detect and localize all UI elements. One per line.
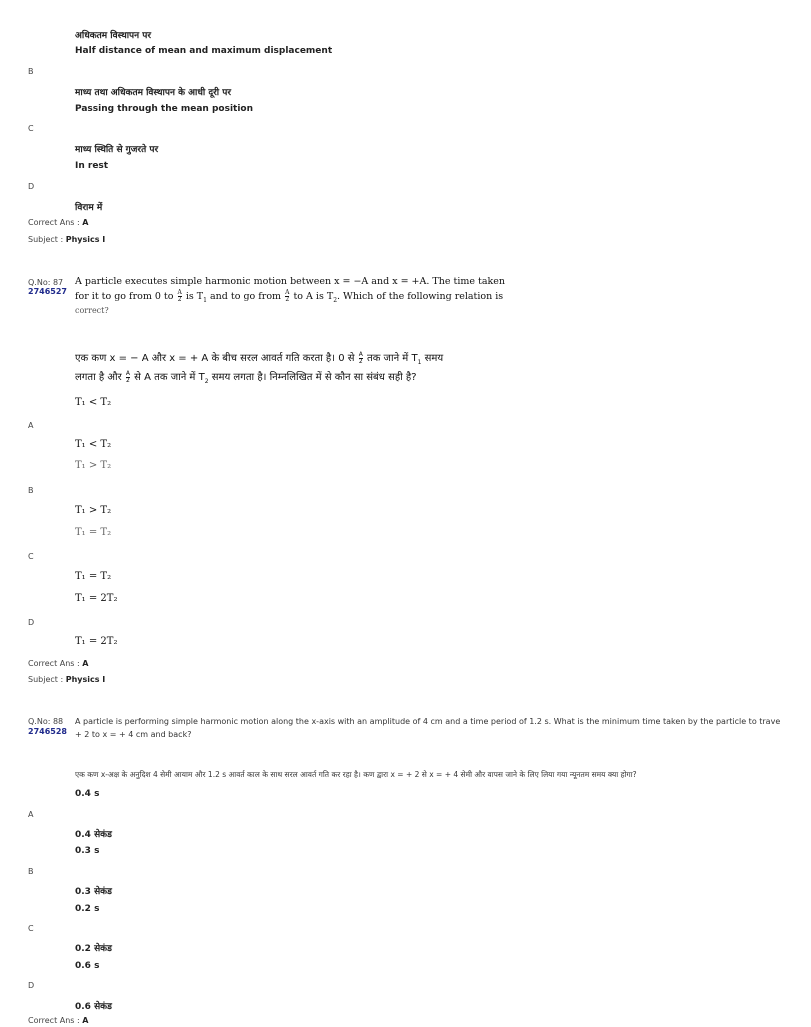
option-letter-a: A — [28, 810, 34, 819]
option-b-hindi: T₁ > T₂ — [75, 505, 112, 516]
prev-option-c-hindi: माध्य स्थिति से गुजरते पर — [75, 145, 159, 155]
correct-answer-label: Correct Ans : — [28, 218, 80, 227]
question-text-hindi-line1: एक कण x = − A और x = + A के बीच सरल आवर्त गति करता है। 0 से $\frac{A}{2}$ तक जाने में $T_1$ समय — [75, 350, 444, 366]
subject-label: Subject : — [28, 675, 64, 684]
question-text-hindi: एक कण x-अक्ष के अनुदिश 4 सेमी आयाम और 1.2 s आवर्त काल के साथ सरल आवर्त गति कर रहा है। कण द्वारा x = + 2 से x = + 4 सेमी और वापस जाने के लिए लिया गया न्यूनतम समय क्या होगा? — [75, 770, 637, 779]
subject — [28, 675, 105, 684]
option-a-english: T₁ < T₂ — [75, 397, 112, 408]
option-letter-b: B — [28, 486, 34, 495]
prev-option-d-hindi: विराम में — [75, 203, 103, 213]
option-letter-d: D — [28, 618, 35, 627]
option-c-english: T₁ = T₂ — [75, 527, 112, 538]
question-text-hindi-line2: लगता है और $\frac{A}{2}$ से A तक जाने में $T_2$ समय लगता है। निम्नलिखित में से कौन सा संबंध सही है? — [75, 369, 417, 385]
fraction-a-over-2: $\frac{A}{2}$ — [285, 289, 290, 303]
question-number: Q.No: 87 — [28, 278, 64, 287]
option-letter-d: D — [28, 981, 35, 990]
option-letter-c: C — [28, 552, 34, 561]
option-b-hindi: 0.3 सेकंड — [75, 887, 112, 897]
option-d-hindi: 0.6 सेकंड — [75, 1002, 112, 1012]
prev-correct-answer — [28, 218, 88, 227]
correct-answer — [28, 659, 88, 668]
prev-subject — [28, 235, 105, 244]
option-d-english: 0.6 s — [75, 961, 100, 971]
option-c-hindi: T₁ = T₂ — [75, 571, 112, 582]
question-text-english-line1: A particle is performing simple harmonic motion along the x-axis with an amplitude of 4 cm and a time period of 1.2 s. What is the minimum time taken by the particle to trave — [75, 717, 781, 726]
fraction-a-over-2: $\frac{A}{2}$ — [358, 350, 363, 365]
prev-option-d-english: In rest — [75, 161, 109, 171]
prev-option-c-english: Passing through the mean position — [75, 104, 254, 114]
question-text-english-line1: A particle executes simple harmonic motion between x = −A and x = +A. The time taken — [75, 276, 505, 287]
question-text-english-line2: + 2 to x = + 4 cm and back? — [75, 730, 192, 739]
option-c-hindi: 0.2 सेकंड — [75, 944, 112, 954]
option-a-english: 0.4 s — [75, 789, 100, 799]
subject-value: Physics I — [65, 675, 106, 684]
option-d-hindi: T₁ = 2T₂ — [75, 636, 118, 647]
prev-option-a-hindi: अधिकतम विस्थापन पर — [75, 31, 152, 41]
option-a-hindi: T₁ < T₂ — [75, 439, 112, 450]
prev-option-b-english: Half distance of mean and maximum displacement — [75, 46, 333, 56]
prev-option-b-hindi: माध्य तथा अधिकतम विस्थापन के आधी दूरी पर — [75, 88, 232, 98]
option-d-english: T₁ = 2T₂ — [75, 593, 118, 604]
option-letter-a: A — [28, 421, 34, 430]
correct-answer-value: A — [82, 218, 89, 227]
option-b-english: 0.3 s — [75, 846, 100, 856]
question-id: 2746528 — [28, 727, 67, 736]
correct-answer-label: Correct Ans : — [28, 1016, 80, 1025]
fraction-a-over-2: $\frac{A}{2}$ — [177, 289, 182, 303]
question-number: Q.No: 88 — [28, 717, 64, 726]
question-text-english-line3: correct? — [75, 306, 109, 315]
subject-label: Subject : — [28, 235, 64, 244]
subject-value: Physics I — [65, 235, 106, 244]
correct-answer — [28, 1016, 88, 1025]
correct-answer-value: A — [82, 1016, 89, 1025]
prev-option-letter-b: B — [28, 67, 34, 76]
option-letter-b: B — [28, 867, 34, 876]
question-text-english-line2: for it to go from 0 to $\frac{A}{2}$ is $T_1$ and to go from $\frac{A}{2}$ to A is $T_2$. Which of the following relation is — [75, 289, 504, 304]
fraction-a-over-2: $\frac{A}{2}$ — [125, 369, 130, 384]
prev-option-letter-c: C — [28, 124, 34, 133]
prev-option-letter-d: D — [28, 182, 35, 191]
option-a-hindi: 0.4 सेकंड — [75, 830, 112, 840]
option-c-english: 0.2 s — [75, 904, 100, 914]
correct-answer-value: A — [82, 659, 89, 668]
correct-answer-label: Correct Ans : — [28, 659, 80, 668]
option-letter-c: C — [28, 924, 34, 933]
question-id: 2746527 — [28, 287, 67, 296]
option-b-english: T₁ > T₂ — [75, 460, 112, 471]
